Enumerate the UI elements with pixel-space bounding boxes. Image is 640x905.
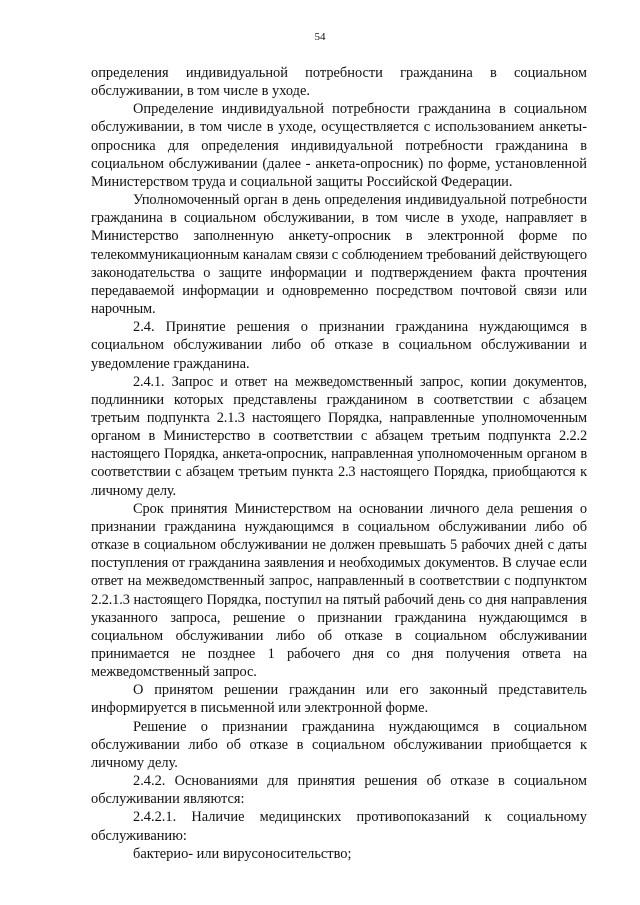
paragraph: Срок принятия Министерством на основании личного дела решения о признании гражданина нуждающимся в социальном обслуживании либо об отказе в социальном обслуживании не должен превышать 5 рабочих дней с даты поступления от гражданина заявления и необходимых документов. В случае если ответ на межведомственный запрос, направленный в соответствии с подпунктом 2.2.1.3 настоящего Порядка, поступил на пятый рабочий день со дня направления указанного запроса, решение о признании гражданина нуждающимся в социальном обслуживании либо об отказе в социальном обслуживании принимается не позднее 1 рабочего дня со дня получения ответа на межведомственный запрос. bbox=[91, 500, 587, 681]
paragraph: Уполномоченный орган в день определения индивидуальной потребности гражданина в социальном обслуживании, в том числе в уходе, направляет в Министерство заполненную анкету-опросник в электронной форме по телекоммуникационным каналам связи с соблюдением требований действующего законодательства о защите информации и подтверждением факта прочтения передаваемой информации и одновременно посредством почтовой связи или нарочным. bbox=[91, 192, 587, 318]
paragraph: О принятом решении гражданин или его законный представитель информируется в письменной или электронной форме. bbox=[91, 682, 587, 717]
paragraph: 2.4.2.1. Наличие медицинских противопоказаний к социальному обслуживанию: bbox=[91, 809, 587, 844]
paragraph: Определение индивидуальной потребности гражданина в социальном обслуживании, в том числе в уходе, осуществляется с использованием анкеты-опросника для определения индивидуальной потребности гражданина в социальном обслуживании (далее - анкета-опросник) по форме, установленной Министерством труда и социальной защиты Российской Федерации. bbox=[91, 101, 587, 190]
paragraph: бактерио- или вирусоносительство; bbox=[133, 845, 352, 862]
paragraph: Решение о признании гражданина нуждающимся в социальном обслуживании либо об отказе в социальном обслуживании приобщается к личному делу. bbox=[91, 718, 587, 771]
paragraph: 2.4.1. Запрос и ответ на межведомственный запрос, копии документов, подлинники которых представлены гражданином в соответствии с абзацем третьим подпункта 2.1.3 настоящего Порядка, направленные уполномоченным органом в Министерство в соответствии с абзацем третьим подпункта 2.2.2 настоящего Порядка, анкета-опросник, направленная уполномоченным органом в соответствии с абзацем третьим пункта 2.3 настоящего Порядка, приобщаются к личному делу. bbox=[91, 373, 587, 499]
paragraph: 2.4. Принятие решения о признании гражданина нуждающимся в социальном обслуживании либо об отказе в социальном обслуживании и уведомление гражданина. bbox=[91, 319, 587, 372]
page-number: 54 bbox=[314, 31, 326, 43]
document-body bbox=[91, 64, 587, 863]
paragraph: определения индивидуальной потребности гражданина в социальном обслуживании, в том числе в уходе. bbox=[91, 65, 587, 100]
paragraph: 2.4.2. Основаниями для принятия решения об отказе в социальном обслуживании являются: bbox=[91, 773, 587, 808]
